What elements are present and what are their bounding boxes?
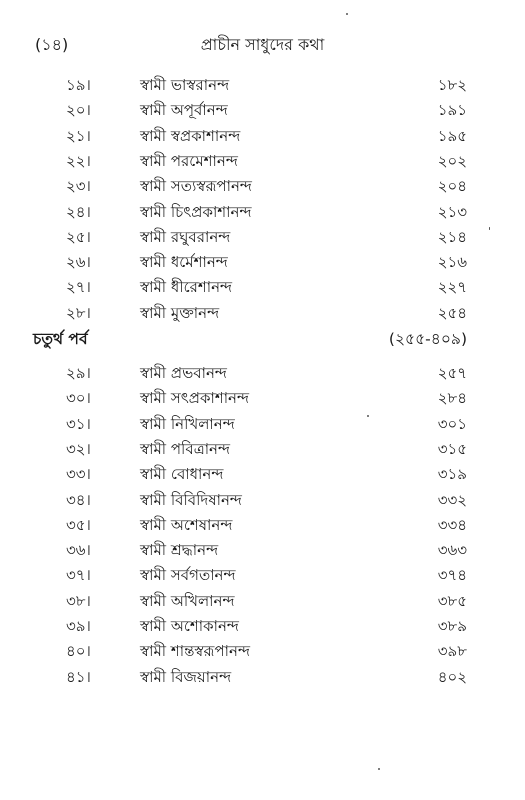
running-title: প্রাচীন সাধুদের কথা: [200, 35, 325, 54]
entry-title: স্বামী অপূর্বানন্দ: [140, 101, 228, 120]
entry-page: ২২৭: [437, 278, 467, 297]
entry-number: ৩২।: [66, 439, 91, 458]
section-heading: [0, 327, 525, 353]
toc-entry: [0, 99, 525, 125]
toc-entry: [0, 201, 525, 227]
toc-entry: [0, 150, 525, 176]
entry-title: স্বামী বিবিদিষানন্দ: [140, 490, 242, 509]
entry-number: ৩৬।: [66, 541, 91, 560]
toc-entry: [0, 590, 525, 616]
toc-entry: [0, 539, 525, 565]
entry-number: ২১।: [66, 126, 91, 145]
entry-number: ১৯।: [66, 76, 91, 94]
toc-entry: [0, 74, 525, 100]
entry-title: স্বামী শ্রদ্ধানন্দ: [140, 541, 219, 560]
scan-speck: [378, 768, 380, 770]
entry-number: ২৯।: [66, 364, 91, 382]
entry-title: স্বামী অখিলানন্দ: [140, 591, 235, 610]
entry-number: ৩৮।: [66, 591, 91, 610]
entry-title: স্বামী সৎপ্রকাশানন্দ: [140, 389, 250, 408]
toc-entry: [0, 175, 525, 201]
entry-number: ২৫।: [66, 227, 91, 246]
section-page-range: (২৫৫-৪০৯): [388, 330, 467, 348]
entry-title: স্বামী স্বপ্রকাশানন্দ: [140, 126, 241, 145]
section-title: চতুর্থ পর্ব: [33, 330, 88, 348]
page-number: (১৪): [35, 35, 69, 54]
entry-number: ২৪।: [66, 202, 91, 221]
entry-number: ২৭।: [66, 278, 91, 297]
toc-entry: [0, 514, 525, 540]
entry-title: স্বামী ধর্মেশানন্দ: [140, 253, 228, 272]
entry-number: ৩৯।: [66, 617, 91, 635]
entry-title: স্বামী অশেষানন্দ: [140, 515, 233, 534]
entry-page: ১৮২: [437, 76, 467, 94]
entry-title: স্বামী পবিত্রানন্দ: [140, 439, 231, 458]
entry-page: ৩৬৩: [437, 541, 467, 560]
entry-title: স্বামী বোধানন্দ: [140, 465, 224, 484]
entry-number: ২২।: [66, 151, 91, 170]
entry-number: ২৮।: [66, 303, 91, 322]
entry-number: ২৩।: [66, 177, 91, 196]
entry-page: ১৯১: [437, 101, 467, 120]
toc-entry: [0, 387, 525, 413]
scan-speck: [346, 13, 348, 15]
entry-page: ৩৯৮: [437, 642, 467, 661]
entry-page: ১৯৫: [437, 126, 467, 145]
entry-page: ২১৪: [437, 227, 467, 246]
entry-page: ৩১৯: [437, 465, 467, 484]
entry-title: স্বামী চিৎপ্রকাশানন্দ: [140, 202, 252, 221]
entry-page: ৩৩৪: [437, 515, 467, 534]
entry-number: ৩০।: [66, 389, 91, 408]
toc-entry: [0, 640, 525, 666]
entry-title: স্বামী ভাস্বরানন্দ: [140, 76, 230, 94]
entry-title: স্বামী সর্বগতানন্দ: [140, 566, 236, 585]
entry-title: স্বামী নিখিলানন্দ: [140, 414, 235, 433]
entry-number: ৪১।: [66, 667, 91, 686]
entry-number: ৩১।: [66, 414, 91, 433]
entry-page: ৩১৫: [437, 439, 467, 458]
toc-entry: [0, 251, 525, 277]
scan-speck: [489, 227, 490, 230]
entry-page: ৩৩২: [437, 490, 467, 509]
entry-number: ৩৭।: [66, 566, 91, 585]
entry-page: ২১৬: [437, 253, 467, 272]
entry-page: ২১৩: [437, 202, 467, 221]
entry-title: স্বামী শান্তস্বরূপানন্দ: [140, 642, 251, 661]
entry-number: ৩৪।: [66, 490, 91, 509]
entry-title: স্বামী মুক্তানন্দ: [140, 303, 220, 322]
entry-title: স্বামী প্রভবানন্দ: [140, 364, 227, 382]
entry-title: স্বামী বিজয়ানন্দ: [140, 667, 232, 686]
toc-entry: [0, 362, 525, 388]
entry-page: ৩৭৪: [437, 566, 467, 585]
entry-page: ৩০১: [437, 414, 467, 433]
entry-page: ৩৮৫: [437, 591, 467, 610]
toc-entry: [0, 564, 525, 590]
toc-entry: [0, 302, 525, 328]
entry-page: ২৫৪: [437, 303, 467, 322]
toc-entry: [0, 125, 525, 151]
toc-entry: [0, 276, 525, 302]
entry-number: ৩৩।: [66, 465, 91, 484]
page-header: [0, 32, 525, 56]
entry-page: ২০২: [437, 151, 467, 170]
entry-page: ৩৮৯: [437, 617, 467, 635]
entry-title: স্বামী পরমেশানন্দ: [140, 151, 238, 170]
entry-number: ৪০।: [66, 642, 91, 661]
entry-number: ২০।: [66, 101, 91, 120]
entry-title: স্বামী ধীরেশানন্দ: [140, 278, 233, 297]
toc-entry: [0, 666, 525, 692]
entry-page: ২৫৭: [437, 364, 467, 382]
scan-speck: [367, 415, 369, 417]
toc-entry: [0, 615, 525, 641]
entry-title: স্বামী রঘুবরানন্দ: [140, 227, 231, 246]
entry-page: ২০৪: [437, 177, 467, 196]
toc-entry: [0, 489, 525, 515]
entry-page: ৪০২: [437, 667, 467, 686]
entry-title: স্বামী সত্যস্বরূপানন্দ: [140, 177, 252, 196]
toc-entry: [0, 438, 525, 464]
toc-entry: [0, 226, 525, 252]
toc-entry: [0, 413, 525, 439]
entry-title: স্বামী অশোকানন্দ: [140, 617, 239, 635]
entry-number: ৩৫।: [66, 515, 91, 534]
entry-page: ২৮৪: [437, 389, 467, 408]
entry-number: ২৬।: [66, 253, 91, 272]
toc-entry: [0, 463, 525, 489]
